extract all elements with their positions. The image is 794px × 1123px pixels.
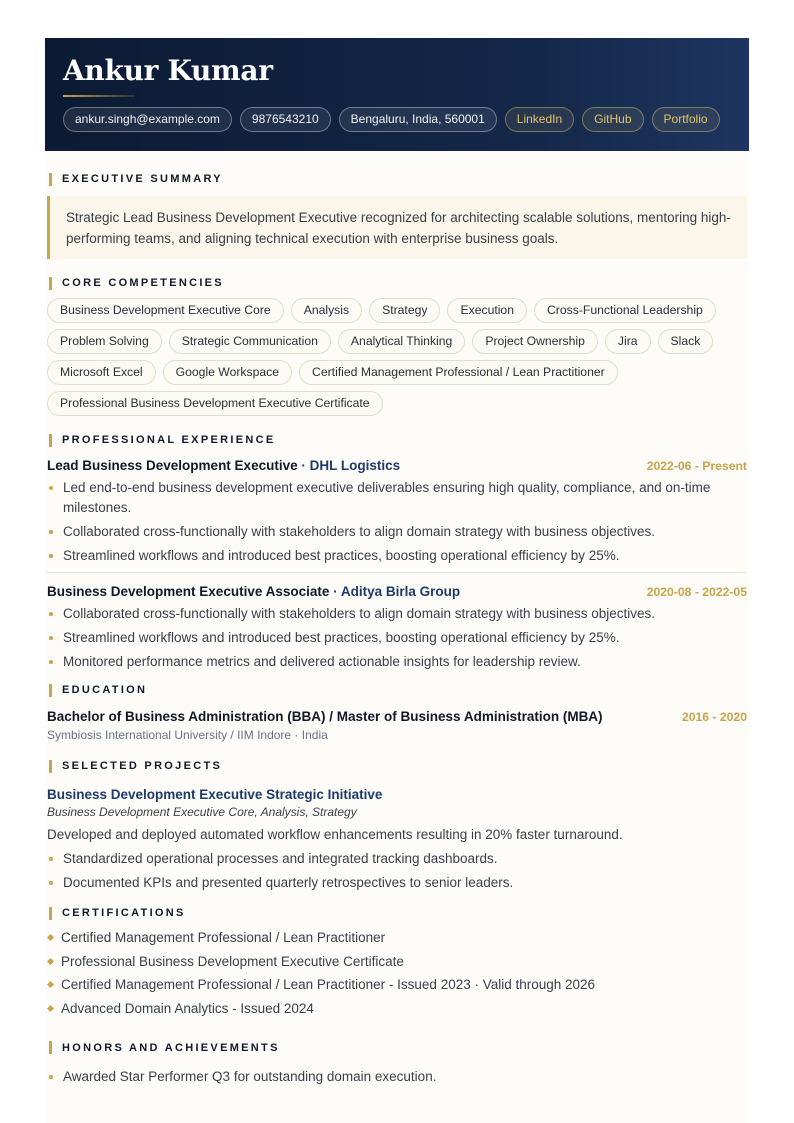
section-accent-bar [49, 684, 52, 697]
contact-row [63, 107, 731, 132]
portfolio-link[interactable]: Portfolio [652, 107, 720, 132]
certification-list [47, 928, 747, 1019]
competency-chips [47, 298, 747, 416]
competency-chip: Professional Business Development Executive Certificate [47, 391, 383, 416]
section-accent-bar [49, 173, 52, 186]
certifications-heading [49, 906, 747, 920]
resume-header [45, 38, 749, 151]
honors-heading [49, 1041, 747, 1055]
job-separator: · [329, 584, 341, 599]
job-bullets [47, 604, 747, 672]
job-role: Lead Business Development Executive [47, 458, 298, 473]
job-dates: 2022-06 - Present [646, 459, 747, 473]
competency-chip: Microsoft Excel [47, 360, 156, 385]
job-role: Business Development Executive Associate [47, 584, 330, 599]
list-item: Certified Management Professional / Lean Practitioner - Issued 2023 · Valid through 2026 [47, 975, 747, 995]
list-item: Standardized operational processes and integrated tracking dashboards. [47, 849, 747, 869]
section-title: EDUCATION [62, 684, 148, 696]
job-title [47, 458, 400, 473]
section-title: PROFESSIONAL EXPERIENCE [62, 434, 276, 446]
honors-list [47, 1067, 747, 1087]
education-header [47, 709, 747, 724]
section-title: CERTIFICATIONS [62, 907, 186, 919]
project-description: Developed and deployed automated workflow enhancements resulting in 20% faster turnaround. [47, 827, 623, 842]
section-title: CORE COMPETENCIES [62, 277, 224, 289]
list-item: Advanced Domain Analytics - Issued 2024 [47, 999, 747, 1019]
list-item: Collaborated cross-functionally with stakeholders to align domain strategy with business objectives. [47, 604, 747, 624]
job-divider [47, 572, 747, 573]
project-entry [47, 787, 747, 893]
job-header [47, 458, 747, 473]
project-tech: Business Development Executive Core, Analysis, Strategy [47, 805, 357, 819]
section-accent-bar [49, 434, 52, 447]
list-item: Led end-to-end business development executive deliverables ensuring high quality, compliance, and on-time milestones. [47, 478, 747, 518]
linkedin-link[interactable]: LinkedIn [505, 107, 574, 132]
project-title: Business Development Executive Strategic Initiative [47, 787, 383, 802]
job-company: Aditya Birla Group [340, 584, 461, 599]
job-title [47, 584, 460, 599]
list-item: Streamlined workflows and introduced best practices, boosting operational efficiency by 25%. [47, 546, 747, 566]
degree-title: Bachelor of Business Administration (BBA) / Master of Business Administration (MBA) [47, 709, 603, 724]
job-entry [47, 458, 747, 566]
list-item: Awarded Star Performer Q3 for outstanding domain execution. [47, 1067, 747, 1087]
competency-chip: Execution [447, 298, 527, 323]
institution: Symbiosis International University / IIM Indore · India [47, 728, 328, 742]
competency-chip: Slack [658, 329, 714, 354]
competency-chip: Cross-Functional Leadership [534, 298, 716, 323]
competency-chip: Strategic Communication [169, 329, 331, 354]
competency-chip: Strategy [369, 298, 440, 323]
competency-chip: Analysis [291, 298, 362, 323]
section-accent-bar [49, 1041, 52, 1054]
section-accent-bar [49, 907, 52, 920]
education-entry [47, 709, 747, 742]
list-item: Professional Business Development Executive Certificate [47, 952, 747, 972]
education-heading [49, 683, 747, 697]
contact-phone[interactable]: 9876543210 [240, 107, 331, 132]
resume-body [45, 172, 749, 1087]
summary-heading [49, 172, 747, 186]
name-underline [63, 95, 135, 97]
list-item: Certified Management Professional / Lean Practitioner [47, 928, 747, 948]
resume-page [45, 38, 749, 1123]
list-item: Collaborated cross-functionally with stakeholders to align domain strategy with business objectives. [47, 522, 747, 542]
competency-chip: Google Workspace [163, 360, 292, 385]
competencies-heading [49, 276, 747, 290]
section-title: EXECUTIVE SUMMARY [62, 173, 223, 185]
job-dates: 2020-08 - 2022-05 [646, 585, 747, 599]
competency-chip: Project Ownership [472, 329, 598, 354]
section-title: SELECTED PROJECTS [62, 760, 223, 772]
contact-email[interactable]: ankur.singh@example.com [63, 107, 232, 132]
summary-text: Strategic Lead Business Development Executive recognized for architecting scalable solutions, mentoring high-performing teams, and aligning technical execution with enterprise business goals. [47, 196, 747, 259]
job-entry [47, 584, 747, 672]
list-item: Streamlined workflows and introduced best practices, boosting operational efficiency by 25%. [47, 628, 747, 648]
candidate-name: Ankur Kumar [63, 54, 273, 87]
job-header [47, 584, 747, 599]
competency-chip: Analytical Thinking [338, 329, 465, 354]
section-title: HONORS AND ACHIEVEMENTS [62, 1041, 280, 1054]
project-bullets [47, 849, 747, 893]
github-link[interactable]: GitHub [582, 107, 643, 132]
competency-chip: Certified Management Professional / Lean Practitioner [299, 360, 618, 385]
experience-heading [49, 433, 747, 447]
section-accent-bar [49, 760, 52, 773]
projects-heading [49, 759, 747, 773]
competency-chip: Business Development Executive Core [47, 298, 284, 323]
job-separator: · [297, 458, 310, 473]
competency-chip: Jira [605, 329, 651, 354]
competency-chip: Problem Solving [47, 329, 162, 354]
section-accent-bar [49, 277, 52, 290]
contact-location: Bengaluru, India, 560001 [339, 107, 497, 132]
education-dates: 2016 - 2020 [681, 710, 747, 724]
list-item: Monitored performance metrics and delivered actionable insights for leadership review. [47, 652, 747, 672]
list-item: Documented KPIs and presented quarterly retrospectives to senior leaders. [47, 873, 747, 893]
job-company: DHL Logistics [309, 458, 401, 473]
job-bullets [47, 478, 747, 566]
